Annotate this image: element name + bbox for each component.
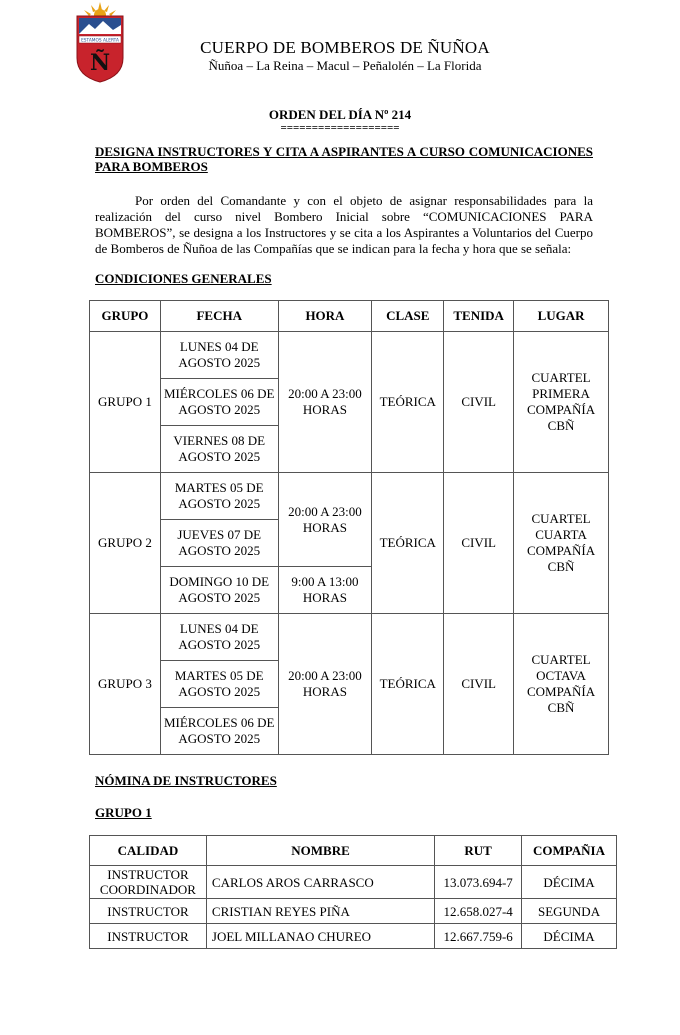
- fecha-cell: MIÉRCOLES 06 DE AGOSTO 2025: [160, 708, 278, 755]
- grupo-cell: GRUPO 2: [90, 473, 161, 614]
- col-header-grupo: GRUPO: [90, 301, 161, 332]
- compania-cell: SEGUNDA: [522, 899, 617, 924]
- col-header-clase: CLASE: [372, 301, 444, 332]
- instructors-group-heading: GRUPO 1: [95, 805, 152, 820]
- fecha-cell: LUNES 04 DE AGOSTO 2025: [160, 614, 278, 661]
- compania-cell: DÉCIMA: [522, 924, 617, 949]
- instructors-table: [89, 835, 617, 949]
- fecha-cell: MARTES 05 DE AGOSTO 2025: [160, 473, 278, 520]
- rut-cell: 12.667.759-6: [435, 924, 522, 949]
- hora-cell: 9:00 A 13:00 HORAS: [278, 567, 372, 614]
- conditions-heading: CONDICIONES GENERALES: [95, 271, 272, 286]
- compania-cell: DÉCIMA: [522, 866, 617, 899]
- instructors-header-row: [90, 836, 617, 866]
- col-header-calidad: CALIDAD: [90, 836, 207, 866]
- fecha-cell: DOMINGO 10 DE AGOSTO 2025: [160, 567, 278, 614]
- rut-cell: 13.073.694-7: [435, 866, 522, 899]
- conditions-table: [89, 300, 609, 755]
- hora-cell: 20:00 A 23:00 HORAS: [278, 332, 372, 473]
- order-title-rule: ===================: [280, 122, 400, 134]
- grupo-cell: GRUPO 3: [90, 614, 161, 755]
- table-row: [90, 473, 609, 520]
- calidad-cell: INSTRUCTOR: [90, 924, 207, 949]
- designation-heading: DESIGNA INSTRUCTORES Y CITA A ASPIRANTES A CURSO COMUNICACIONES PARA BOMBEROS: [95, 144, 593, 174]
- intro-paragraph: Por orden del Comandante y con el objeto de asignar responsabilidades para la realización del curso nivel Bombero Inicial sobre “COMUNICACIONES PARA BOMBEROS”, se designa a los Instructores y se cita a los Aspirantes a Voluntarios del Cuerpo de Bomberos de Ñuñoa de las Compañías que se indican para la fecha y hora que se señala:: [95, 193, 593, 256]
- svg-text:ESTAMOS ALERTA: ESTAMOS ALERTA: [81, 38, 119, 44]
- fecha-cell: MARTES 05 DE AGOSTO 2025: [160, 661, 278, 708]
- calidad-cell: INSTRUCTOR: [90, 899, 207, 924]
- fecha-cell: LUNES 04 DE AGOSTO 2025: [160, 332, 278, 379]
- col-header-fecha: FECHA: [160, 301, 278, 332]
- fecha-cell: MIÉRCOLES 06 DE AGOSTO 2025: [160, 379, 278, 426]
- table-row: [90, 866, 617, 899]
- table-row: [90, 332, 609, 379]
- fecha-cell: VIERNES 08 DE AGOSTO 2025: [160, 426, 278, 473]
- hora-cell: 20:00 A 23:00 HORAS: [278, 473, 372, 567]
- lugar-cell: CUARTEL OCTAVA COMPAÑÍA CBÑ: [514, 614, 609, 755]
- col-header-lugar: LUGAR: [514, 301, 609, 332]
- hora-cell: 20:00 A 23:00 HORAS: [278, 614, 372, 755]
- calidad-cell: INSTRUCTOR COORDINADOR: [90, 866, 207, 899]
- instructors-heading: NÓMINA DE INSTRUCTORES: [95, 773, 277, 788]
- nombre-cell: CRISTIAN REYES PIÑA: [206, 899, 434, 924]
- tenida-cell: CIVIL: [444, 614, 514, 755]
- col-header-tenida: TENIDA: [444, 301, 514, 332]
- logo-crest-icon: [77, 2, 123, 82]
- table-row: [90, 899, 617, 924]
- col-header-rut: RUT: [435, 836, 522, 866]
- col-header-nombre: NOMBRE: [206, 836, 434, 866]
- organization-subtitle: Ñuñoa – La Reina – Macul – Peñalolén – La Florida: [208, 58, 482, 73]
- nombre-cell: JOEL MILLANAO CHUREO: [206, 924, 434, 949]
- grupo-cell: GRUPO 1: [90, 332, 161, 473]
- organization-title: CUERPO DE BOMBEROS DE ÑUÑOA: [200, 38, 490, 57]
- clase-cell: TEÓRICA: [372, 332, 444, 473]
- lugar-cell: CUARTEL CUARTA COMPAÑÍA CBÑ: [514, 473, 609, 614]
- table-row: [90, 614, 609, 661]
- fire-department-logo: [73, 0, 127, 84]
- col-header-hora: HORA: [278, 301, 372, 332]
- lugar-cell: CUARTEL PRIMERA COMPAÑÍA CBÑ: [514, 332, 609, 473]
- svg-text:Ñ: Ñ: [89, 50, 111, 76]
- rut-cell: 12.658.027-4: [435, 899, 522, 924]
- table-row: [90, 924, 617, 949]
- nombre-cell: CARLOS AROS CARRASCO: [206, 866, 434, 899]
- tenida-cell: CIVIL: [444, 473, 514, 614]
- clase-cell: TEÓRICA: [372, 614, 444, 755]
- fecha-cell: JUEVES 07 DE AGOSTO 2025: [160, 520, 278, 567]
- order-title: ORDEN DEL DÍA Nº 214: [268, 107, 412, 122]
- conditions-header-row: [90, 301, 609, 332]
- clase-cell: TEÓRICA: [372, 473, 444, 614]
- tenida-cell: CIVIL: [444, 332, 514, 473]
- col-header-compania: COMPAÑIA: [522, 836, 617, 866]
